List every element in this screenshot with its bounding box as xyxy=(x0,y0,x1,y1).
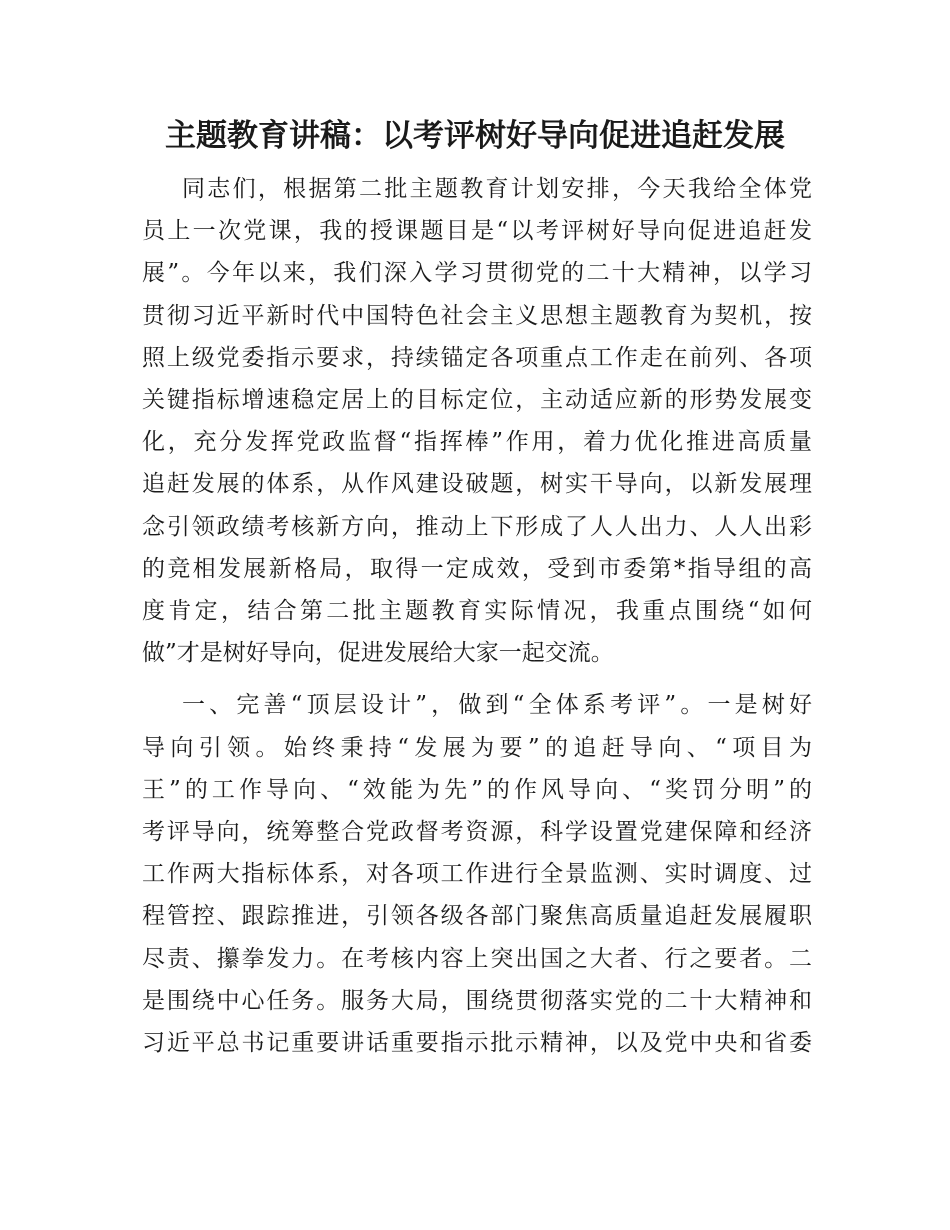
text-line: 的竞相发展新格局，取得一定成效，受到市委第*指导组的高 xyxy=(142,555,812,582)
document-title: 主题教育讲稿：以考评树好导向促进追赶发展 xyxy=(165,118,785,154)
text-line: 念引领政绩考核新方向，推动上下形成了人人出力、人人出彩 xyxy=(142,513,812,540)
text-line: 习近平总书记重要讲话重要指示批示精神，以及党中央和省委 xyxy=(142,1030,812,1057)
text-line: 照上级党委指示要求，持续锚定各项重点工作走在前列、各项 xyxy=(142,344,812,371)
paragraph-spacer xyxy=(142,674,812,684)
text-line: 考评导向，统筹整合党政督考资源，科学设置党建保障和经济 xyxy=(142,819,812,846)
paragraph-section-one xyxy=(142,684,812,1064)
text-line: 导向引领。始终秉持“发展为要”的追赶导向、“项目为 xyxy=(142,734,812,761)
text-line: 尽责、攥拳发力。在考核内容上突出国之大者、行之要者。二 xyxy=(142,945,812,972)
text-line: 一、完善“顶层设计”，做到“全体系考评”。一是树好 xyxy=(182,692,812,719)
paragraph-intro xyxy=(142,168,812,674)
text-line: 王”的工作导向、“效能为先”的作风导向、“奖罚分明”的 xyxy=(142,776,812,803)
text-line: 员上一次党课，我的授课题目是“以考评树好导向促进追赶发 xyxy=(142,218,812,245)
text-line: 度肯定，结合第二批主题教育实际情况，我重点围绕“如何 xyxy=(142,598,812,625)
text-line: 展”。今年以来，我们深入学习贯彻党的二十大精神，以学习 xyxy=(142,260,812,287)
text-line: 追赶发展的体系，从作风建设破题，树实干导向，以新发展理 xyxy=(142,471,812,498)
text-line: 程管控、跟踪推进，引领各级各部门聚焦高质量追赶发展履职 xyxy=(142,903,812,930)
text-line: 关键指标增速稳定居上的目标定位，主动适应新的形势发展变 xyxy=(142,387,812,414)
text-line: 做”才是树好导向，促进发展给大家一起交流。 xyxy=(142,640,614,667)
text-line: 贯彻习近平新时代中国特色社会主义思想主题教育为契机，按 xyxy=(142,302,812,329)
text-line: 同志们，根据第二批主题教育计划安排，今天我给全体党 xyxy=(182,176,812,202)
text-line: 化，充分发挥党政监督“指挥棒”作用，着力优化推进高质量 xyxy=(142,429,812,456)
text-line: 工作两大指标体系，对各项工作进行全景监测、实时调度、过 xyxy=(142,861,812,888)
text-line: 是围绕中心任务。服务大局，围绕贯彻落实党的二十大精神和 xyxy=(142,987,812,1014)
document-body xyxy=(142,168,812,1064)
